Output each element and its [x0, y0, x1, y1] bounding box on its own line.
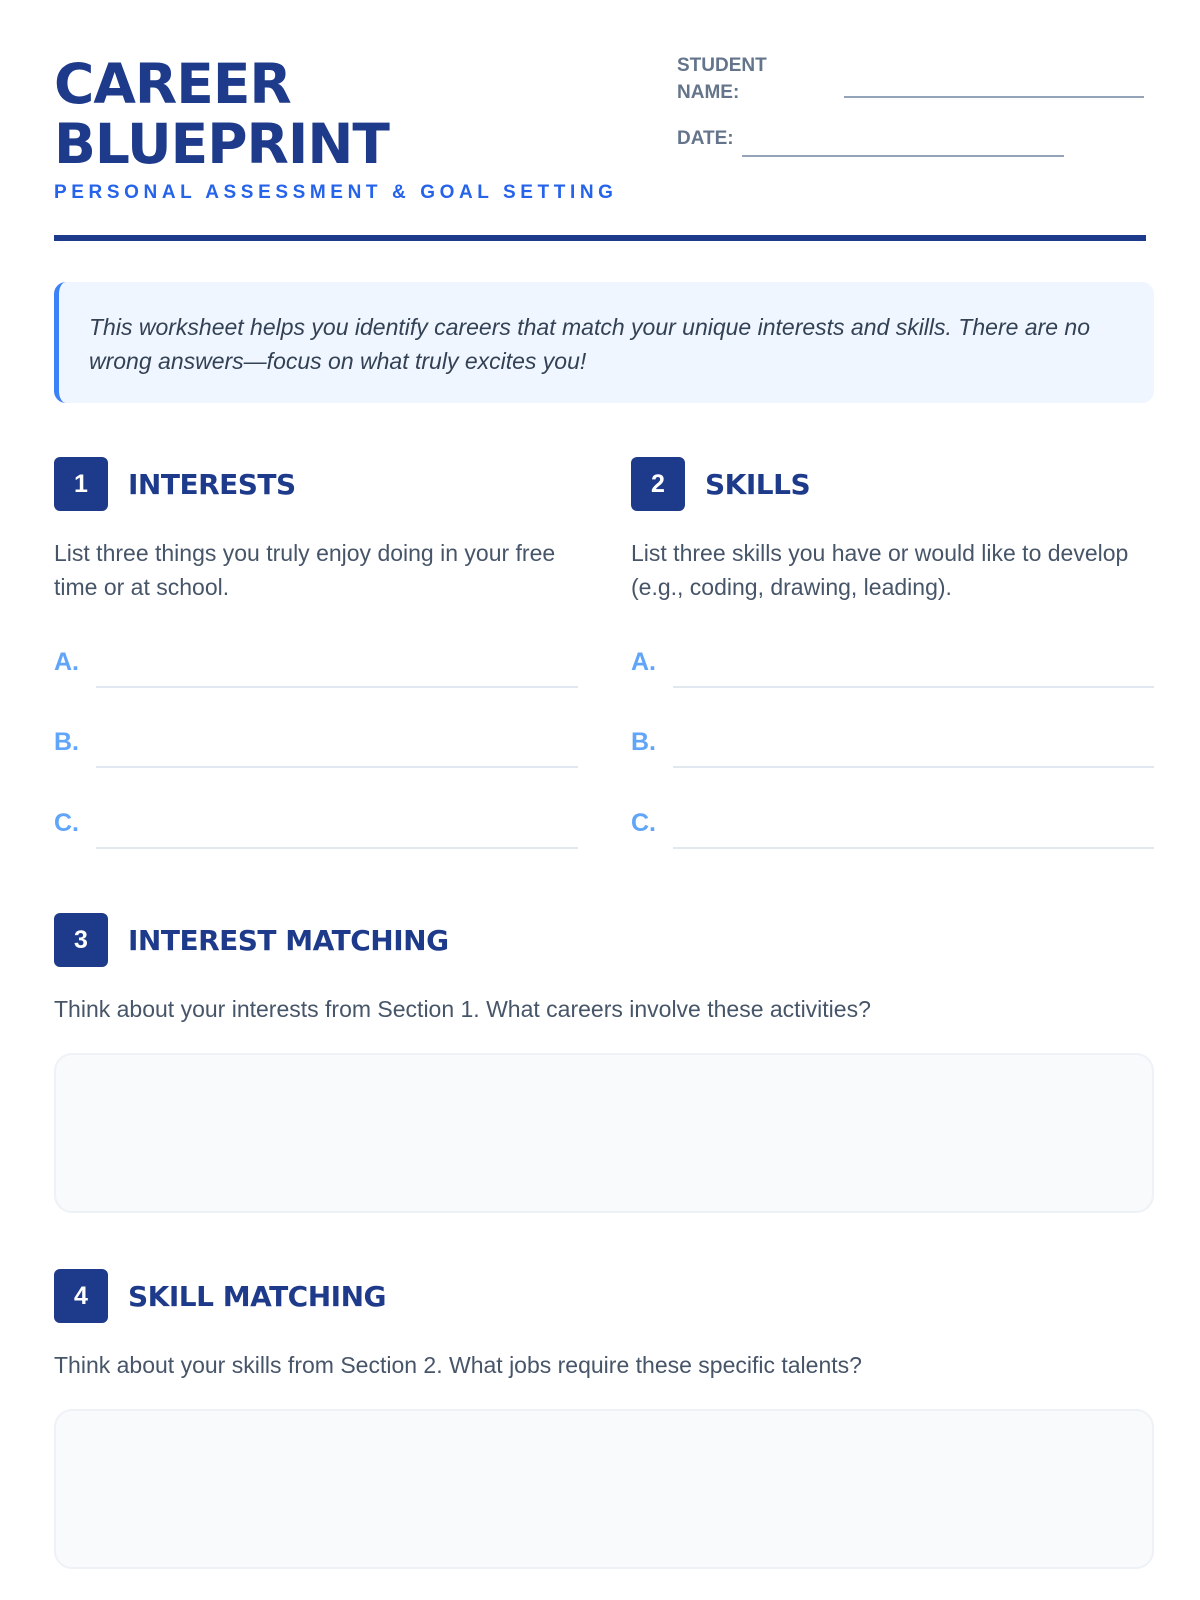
- interest-item-b: [54, 728, 578, 768]
- section-interest-matching-header: [54, 913, 449, 967]
- student-name-label: STUDENT NAME:: [677, 55, 767, 103]
- item-letter: A.: [54, 648, 79, 676]
- title-line-1: CAREER: [54, 52, 291, 116]
- intro-callout: This worksheet helps you identify careers that match your unique interests and skills. There are no wrong answers—focus on what truly excites you!: [54, 282, 1154, 403]
- page-subtitle: PERSONAL ASSESSMENT & GOAL SETTING: [54, 182, 618, 203]
- skill-item-c: [631, 809, 1154, 849]
- section-title: SKILLS: [705, 467, 811, 501]
- section-number-badge: 4: [54, 1269, 108, 1323]
- interest-a-input[interactable]: [96, 686, 578, 688]
- section-skills-header: [631, 457, 810, 511]
- interest-b-input[interactable]: [96, 766, 578, 768]
- item-letter: C.: [54, 809, 79, 837]
- section-title: INTEREST MATCHING: [128, 923, 449, 957]
- skill-c-input[interactable]: [673, 847, 1154, 849]
- date-field[interactable]: [742, 155, 1064, 157]
- skill-matching-answer-box[interactable]: [54, 1409, 1154, 1569]
- interest-item-c: [54, 809, 578, 849]
- section-title: SKILL MATCHING: [128, 1279, 386, 1313]
- section-number-badge: 1: [54, 457, 108, 511]
- header-divider: [54, 235, 1146, 241]
- interest-item-a: [54, 648, 578, 688]
- page-title: [54, 54, 389, 174]
- skill-a-input[interactable]: [673, 686, 1154, 688]
- title-line-2: BLUEPRINT: [54, 112, 389, 176]
- item-letter: B.: [631, 728, 656, 756]
- skill-item-b: [631, 728, 1154, 768]
- section-description: Think about your skills from Section 2. What jobs require these specific talents?: [54, 1352, 862, 1378]
- section-description: Think about your interests from Section 1. What careers involve these activities?: [54, 996, 871, 1022]
- section-number-badge: 3: [54, 913, 108, 967]
- skill-item-a: [631, 648, 1154, 688]
- student-name-field[interactable]: [844, 96, 1144, 98]
- section-interests-header: [54, 457, 296, 511]
- section-description: List three things you truly enjoy doing in your free time or at school.: [54, 540, 556, 600]
- item-letter: B.: [54, 728, 79, 756]
- section-description: List three skills you have or would like to develop (e.g., coding, drawing, leading).: [631, 540, 1129, 600]
- item-letter: A.: [631, 648, 656, 676]
- interest-c-input[interactable]: [96, 847, 578, 849]
- interest-matching-answer-box[interactable]: [54, 1053, 1154, 1213]
- section-number-badge: 2: [631, 457, 685, 511]
- item-letter: C.: [631, 809, 656, 837]
- section-title: INTERESTS: [128, 467, 296, 501]
- header: [54, 0, 1146, 243]
- skill-b-input[interactable]: [673, 766, 1154, 768]
- section-skill-matching-header: [54, 1269, 386, 1323]
- date-label: DATE:: [677, 128, 734, 149]
